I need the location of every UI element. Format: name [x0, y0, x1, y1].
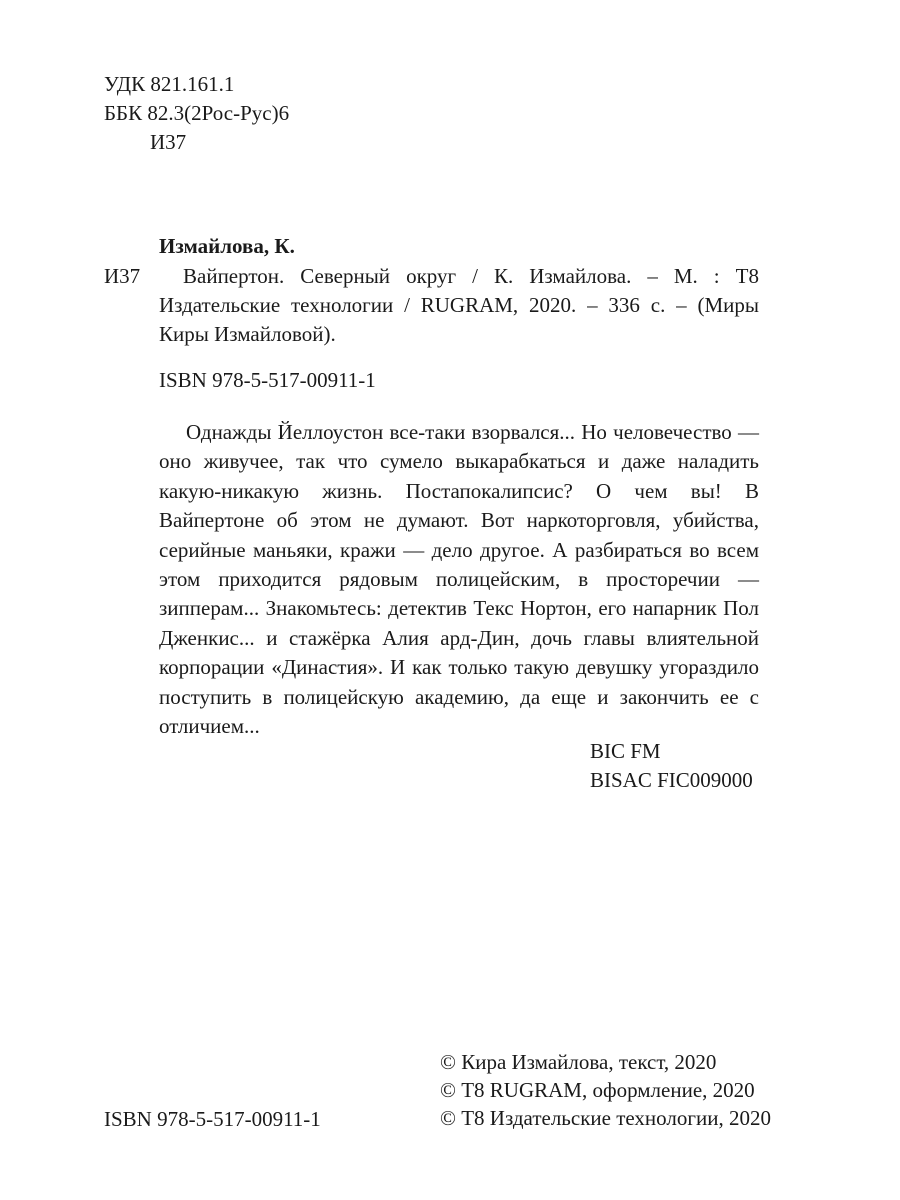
udk-code: УДК 821.161.1	[104, 72, 235, 96]
bisac-code: BISAC FIC009000	[590, 768, 753, 792]
author-mark: И37	[150, 130, 187, 154]
copyright-block	[440, 1048, 771, 1132]
author-sign: И37	[104, 264, 141, 288]
isbn: ISBN 978-5-517-00911-1	[159, 368, 376, 392]
author-name: Измайлова, К.	[159, 234, 295, 258]
copyright-line: © Т8 RUGRAM, оформление, 2020	[440, 1078, 755, 1102]
copyright-line: © Кира Измайлова, текст, 2020	[440, 1050, 717, 1074]
copyright-line: © Т8 Издательские технологии, 2020	[440, 1106, 771, 1130]
subject-codes	[590, 737, 753, 795]
annotation: Однажды Йеллоустон все-таки взорвался... Но человечество — оно живучее, так что сумело выкарабкаться и даже наладить какую-никакую жизнь. Постапокалипсис? О чем вы! В Вайпертоне об этом не думают. Вот наркоторговля, убийства, серийные маньяки, кражи — дело другое. А разбираться во всем этом приходится рядовым полицейским, в просторечии — зипперам... Знакомьтесь: детектив Текс Нортон, его напарник Пол Дженкис... и стажёрка Алия ард-Дин, дочь главы влиятельной корпорации «Династия». И как только такую девушку угораздило поступить в полицейскую академию, да еще и закончить ее с отличием...	[159, 420, 759, 738]
isbn-footer: ISBN 978-5-517-00911-1	[104, 1107, 321, 1131]
bbk-code: ББК 82.3(2Рос-Рус)6	[104, 101, 290, 125]
bibliographic-description: Вайпертон. Северный округ / К. Измайлова. – М. : Т8 Издательские технологии / RUGRAM, 2020. – 336 с. – (Миры Киры Измайловой).	[159, 264, 759, 346]
classification-block	[104, 70, 404, 157]
bic-code: BIC FM	[590, 739, 661, 763]
